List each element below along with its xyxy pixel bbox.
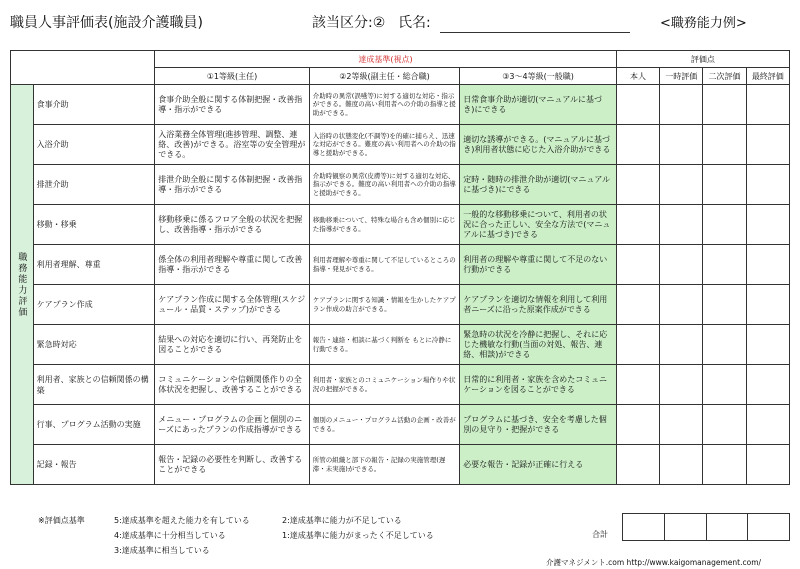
level-2-cell: ケアプランに関する知識・情報を生かしたケアプラン作成の助言ができる。 xyxy=(309,285,459,325)
score-first[interactable] xyxy=(660,325,703,365)
item-label: 入浴介助 xyxy=(33,125,155,165)
name-input-line[interactable] xyxy=(440,32,630,33)
score-first[interactable] xyxy=(660,405,703,445)
score-self[interactable] xyxy=(616,245,659,285)
item-label: 行事、プログラム活動の実施 xyxy=(33,405,155,445)
level-3-cell: 必要な報告・記録が正確に行える xyxy=(460,445,617,485)
score-self[interactable] xyxy=(616,125,659,165)
score-final[interactable] xyxy=(746,245,789,285)
document-subtitle: <職務能力例> xyxy=(660,16,747,31)
scale-note-label: ※評価点基準 xyxy=(38,516,85,525)
level-2-cell: 介助時観察の異常(皮膚等)に対する適切な対応、指示ができる。難度の高い利用者への介助の指導と援助ができる。 xyxy=(309,165,459,205)
evaluation-table xyxy=(10,50,790,485)
score-final[interactable] xyxy=(746,205,789,245)
table-row xyxy=(11,285,790,325)
level-2-cell: 所管の組織と部下の報告・記録の実施管理(遅滞・未実施)ができる。 xyxy=(309,445,459,485)
level-1-cell: 結果への対応を適切に行い、再発防止を図ることができる xyxy=(155,325,310,365)
score-first[interactable] xyxy=(660,285,703,325)
level-1-cell: 係全体の利用者理解や尊重に関して改善指導・指示ができる xyxy=(155,245,310,285)
level-3-cell: 利用者の理解や尊重に関して不足のない行動ができる xyxy=(460,245,617,285)
table-row xyxy=(11,165,790,205)
total-self[interactable] xyxy=(623,514,665,540)
level-1-cell: 移動移乗に係るフロア全般の状況を把握し、改善指導・指示ができる xyxy=(155,205,310,245)
table-row xyxy=(11,85,790,125)
scale-4: 4:達成基準に十分相当している xyxy=(114,531,226,540)
score-self[interactable] xyxy=(616,285,659,325)
score-final[interactable] xyxy=(746,325,789,365)
score-self[interactable] xyxy=(616,365,659,405)
level-3-cell: プログラムに基づき、安全を考慮した個別の見守り・把握ができる xyxy=(460,405,617,445)
score-final[interactable] xyxy=(746,165,789,205)
score-first[interactable] xyxy=(660,165,703,205)
score-first[interactable] xyxy=(660,245,703,285)
score-first[interactable] xyxy=(660,125,703,165)
sheet-header xyxy=(10,12,790,38)
item-label: 利用者、家族との信頼関係の構築 xyxy=(33,365,155,405)
table-row xyxy=(11,205,790,245)
total-second[interactable] xyxy=(707,514,749,540)
item-label: ケアプラン作成 xyxy=(33,285,155,325)
score-first[interactable] xyxy=(660,205,703,245)
level-1-cell: メニュー・プログラムの企画と個別のニーズにあったプランの作成指導ができる xyxy=(155,405,310,445)
score-second[interactable] xyxy=(703,85,746,125)
eval-heading: 評価点 xyxy=(616,51,789,68)
total-cells xyxy=(622,513,790,541)
header-blank xyxy=(11,51,155,85)
score-final[interactable] xyxy=(746,445,789,485)
level-2-cell: 個別のメニュー・プログラム活動の企画・改善ができる。 xyxy=(309,405,459,445)
level-1-cell: 排泄介助全般に関する体制把握・改善指導・指示ができる xyxy=(155,165,310,205)
eval-self-heading: 本人 xyxy=(616,68,659,85)
level-1-cell: コミュニケーションや信頼関係作りの全体状況を把握し、改善することができる xyxy=(155,365,310,405)
table-row xyxy=(11,125,790,165)
name-label: 氏名: xyxy=(398,15,431,31)
document-title: 職員人事評価表(施設介護職員) xyxy=(10,15,203,31)
level-2-cell: 利用者理解や尊重に関して不足しているところの指導・発見ができる。 xyxy=(309,245,459,285)
level-3-cell: 定時・随時の排泄介助が適切(マニュアルに基づき)にできる xyxy=(460,165,617,205)
score-second[interactable] xyxy=(703,165,746,205)
eval-final-heading: 最終評価 xyxy=(746,68,789,85)
item-label: 利用者理解、尊重 xyxy=(33,245,155,285)
eval-second-heading: 二次評価 xyxy=(703,68,746,85)
score-second[interactable] xyxy=(703,245,746,285)
side-category-label: 職務能力評価 xyxy=(11,85,34,485)
item-label: 緊急時対応 xyxy=(33,325,155,365)
level-1-cell: ケアプラン作成に関する全体管理(スケジュール・品質・ステップ)ができる xyxy=(155,285,310,325)
level-1-cell: 報告・記録の必要性を判断し、改善することができる xyxy=(155,445,310,485)
score-self[interactable] xyxy=(616,445,659,485)
total-final[interactable] xyxy=(748,514,789,540)
scale-1: 1:達成基準に能力がまったく不足している xyxy=(282,531,434,540)
score-second[interactable] xyxy=(703,405,746,445)
total-label: 合計 xyxy=(592,530,608,539)
level-3-cell: 日常食事介助が適切(マニュアルに基づき)にできる xyxy=(460,85,617,125)
scale-5: 5:達成基準を超えた能力を有している xyxy=(114,516,250,525)
item-label: 食事介助 xyxy=(33,85,155,125)
table-row xyxy=(11,245,790,285)
category-label: 該当区分:② xyxy=(312,15,386,31)
score-second[interactable] xyxy=(703,125,746,165)
score-self[interactable] xyxy=(616,205,659,245)
item-label: 移動・移乗 xyxy=(33,205,155,245)
level-2-cell: 利用者・家族とのコミュニケーション場作りや状況の把握ができる。 xyxy=(309,365,459,405)
header-row-1 xyxy=(11,51,790,68)
score-second[interactable] xyxy=(703,445,746,485)
level-2-cell: 移動移乗について、特殊な場合も含め個別に応じた指導ができる。 xyxy=(309,205,459,245)
score-final[interactable] xyxy=(746,125,789,165)
scale-2: 2:達成基準に能力が不足している xyxy=(282,516,402,525)
score-self[interactable] xyxy=(616,325,659,365)
sheet-footer xyxy=(10,513,790,569)
level-3-cell: ケアプランを適切な情報を利用して利用者ニーズに沿った原案作成ができる xyxy=(460,285,617,325)
score-first[interactable] xyxy=(660,365,703,405)
score-self[interactable] xyxy=(616,405,659,445)
score-second[interactable] xyxy=(703,365,746,405)
level-3-heading: ③3～4等級(一般職) xyxy=(460,68,617,85)
level-1-cell: 食事介助全般に関する体制把握・改善指導・指示ができる xyxy=(155,85,310,125)
table-row xyxy=(11,445,790,485)
score-second[interactable] xyxy=(703,325,746,365)
level-2-heading: ②2等級(副主任・総合職) xyxy=(309,68,459,85)
eval-first-heading: 一時評価 xyxy=(660,68,703,85)
score-first[interactable] xyxy=(660,445,703,485)
level-2-cell: 入浴時の状態変化(不調等)を的確に捕らえ、迅速な対応ができる。難度の高い利用者への介助の指導と援助ができる。 xyxy=(309,125,459,165)
score-second[interactable] xyxy=(703,205,746,245)
item-label: 排泄介助 xyxy=(33,165,155,205)
level-3-cell: 緊急時の状況を冷静に把握し、それに応じた機敏な行動(当面の対処、報告、連絡、相談)ができる xyxy=(460,325,617,365)
criteria-heading: 達成基準(視点) xyxy=(155,51,617,68)
scale-3: 3:達成基準に相当している xyxy=(114,546,210,555)
score-self[interactable] xyxy=(616,165,659,205)
table-row xyxy=(11,365,790,405)
total-first[interactable] xyxy=(665,514,707,540)
score-final[interactable] xyxy=(746,405,789,445)
score-first[interactable] xyxy=(660,85,703,125)
level-2-cell: 報告・連絡・相談に基づく判断を もとに冷静に行動できる。 xyxy=(309,325,459,365)
score-second[interactable] xyxy=(703,285,746,325)
table-row xyxy=(11,405,790,445)
table-row xyxy=(11,325,790,365)
score-self[interactable] xyxy=(616,85,659,125)
level-3-cell: 一般的な移動移乗について、利用者の状況に合った正しい、安全な方法で(マニュアルに基づき)できる xyxy=(460,205,617,245)
level-2-cell: 介助時の異常(誤嚥等)に対する適切な対応・指示ができる。難度の高い利用者への介助の指導と援助ができる。 xyxy=(309,85,459,125)
score-final[interactable] xyxy=(746,85,789,125)
score-final[interactable] xyxy=(746,365,789,405)
credit-line: 介護マネジメント.com http://www.kaigomanagement.com/ xyxy=(546,558,762,567)
level-3-cell: 日常的に利用者・家族を含めたコミュニケーションを図ることができる xyxy=(460,365,617,405)
item-label: 記録・報告 xyxy=(33,445,155,485)
level-3-cell: 適切な誘導ができる。(マニュアルに基づき)利用者状態に応じた入浴介助ができる xyxy=(460,125,617,165)
level-1-cell: 入浴業務全体管理(進捗管理、調整、連絡、改善)ができる。浴室等の安全管理ができる。 xyxy=(155,125,310,165)
level-1-heading: ①1等級(主任) xyxy=(155,68,310,85)
score-final[interactable] xyxy=(746,285,789,325)
